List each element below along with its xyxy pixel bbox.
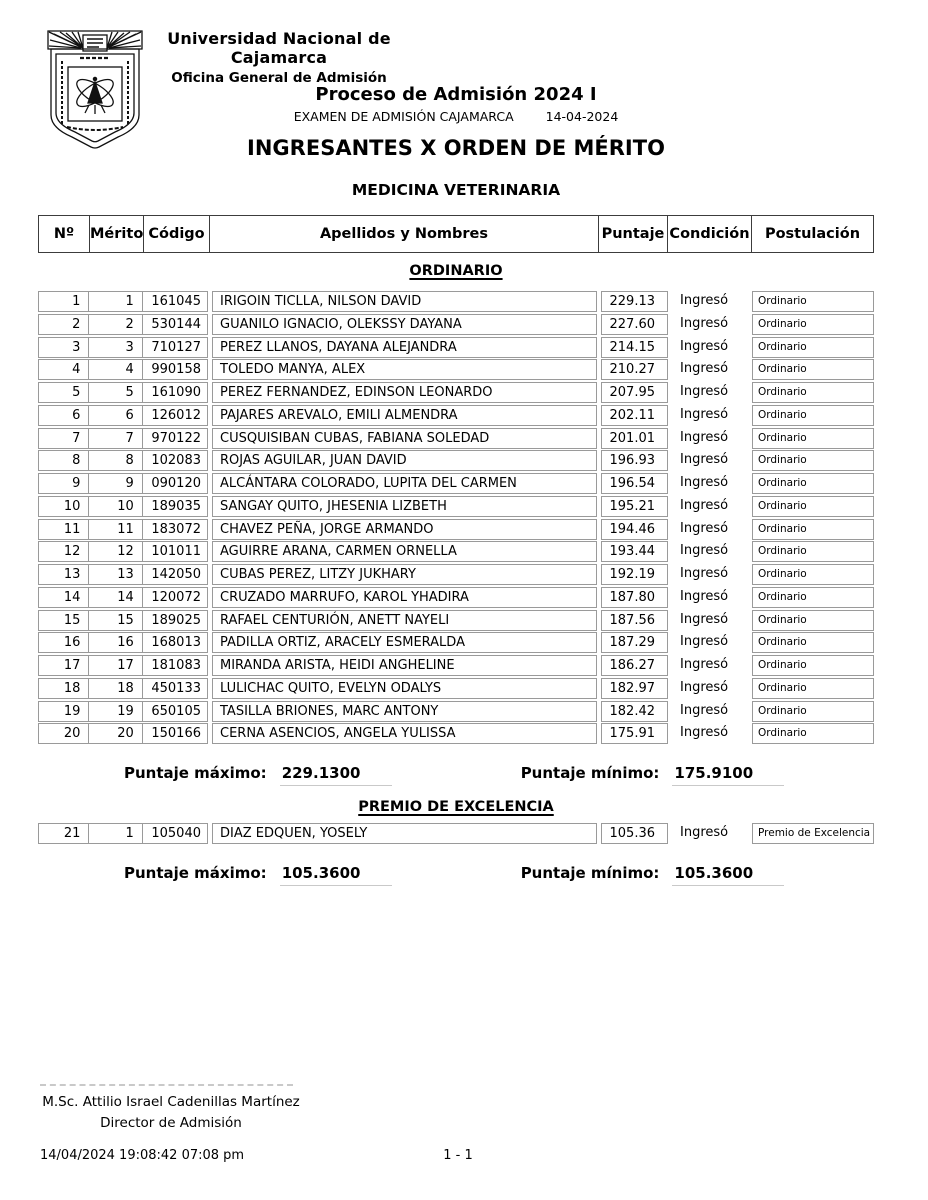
col-header-merito: Mérito [89, 216, 143, 252]
cell-merit: 1 [88, 292, 141, 311]
cell-merit: 20 [88, 724, 141, 743]
office-name: Oficina General de Admisión [171, 70, 387, 86]
cell-score: 210.27 [601, 359, 668, 380]
cell-postulation: Ordinario [752, 382, 874, 403]
cell-merit: 15 [88, 611, 141, 630]
cell-condition: Ingresó [680, 611, 729, 627]
cell-merit: 18 [88, 679, 141, 698]
table-row [38, 541, 874, 562]
cell-code: 102083 [142, 451, 207, 470]
row-number-group [38, 519, 208, 540]
cell-merit: 11 [88, 520, 141, 539]
row-number-group [38, 337, 208, 358]
row-number-group [38, 610, 208, 631]
cell-number: 19 [63, 703, 81, 719]
max-score-label: Puntaje máximo: [124, 764, 267, 782]
cell-postulation: Ordinario [752, 564, 874, 585]
cell-score: 187.29 [601, 632, 668, 653]
cell-code: 150166 [142, 724, 207, 743]
cell-code: 161045 [142, 292, 207, 311]
cell-score: 194.46 [601, 519, 668, 540]
cell-number: 3 [72, 339, 81, 355]
cell-merit: 16 [88, 633, 141, 652]
table-row [38, 678, 874, 699]
row-number-group [38, 496, 208, 517]
cell-number: 16 [63, 635, 81, 651]
cell-number: 13 [63, 567, 81, 582]
ordinario-rows-container [38, 291, 874, 746]
process-header [0, 84, 912, 124]
director-title: Director de Admisión [100, 1115, 242, 1131]
cell-name: CRUZADO MARRUFO, KAROL YHADIRA [212, 587, 597, 608]
cell-merit: 17 [88, 656, 141, 675]
table-row [38, 405, 874, 426]
cell-merit: 10 [88, 497, 141, 516]
cell-number: 20 [63, 726, 81, 742]
row-number-group [38, 564, 208, 585]
table-header-row [38, 215, 874, 253]
cell-condition: Ingresó [680, 293, 729, 308]
cell-code: 970122 [142, 429, 207, 448]
cell-name: PEREZ FERNANDEZ, EDINSON LEONARDO [212, 382, 597, 403]
cell-code: 181083 [142, 656, 207, 675]
cell-score: 187.56 [601, 610, 668, 631]
cell-number: 9 [72, 476, 81, 491]
exam-date: 14-04-2024 [545, 109, 619, 124]
cell-name: TASILLA BRIONES, MARC ANTONY [212, 701, 597, 722]
cell-postulation: Ordinario [752, 701, 874, 722]
cell-code: 126012 [142, 406, 207, 425]
table-row [38, 632, 874, 653]
cell-postulation: Premio de Excelencia [752, 823, 874, 844]
signature-line [40, 1084, 293, 1086]
col-header-codigo: Código [143, 216, 209, 252]
col-header-n: Nº [53, 226, 75, 242]
cell-score: 192.19 [601, 564, 668, 585]
cell-name: PADILLA ORTIZ, ARACELY ESMERALDA [212, 632, 597, 653]
row-number-group [38, 701, 208, 722]
min-score-label: Puntaje mínimo: [520, 764, 660, 782]
cell-merit: 2 [88, 315, 141, 334]
table-row [38, 519, 874, 540]
cell-score: 182.42 [601, 701, 668, 722]
row-number-group [38, 450, 208, 471]
footer-page-number: 1 - 1 [443, 1148, 473, 1163]
cell-score: 186.27 [601, 655, 668, 676]
row-number-group [38, 291, 208, 312]
cell-score: 187.80 [601, 587, 668, 608]
cell-score: 214.15 [601, 337, 668, 358]
section-title-ordinario: ORDINARIO [409, 263, 503, 279]
cell-name: CERNA ASENCIOS, ANGELA YULISSA [212, 723, 597, 744]
table-row [38, 564, 874, 585]
row-number-group [38, 678, 208, 699]
cell-condition: Ingresó [680, 497, 729, 513]
table-row [38, 610, 874, 631]
cell-name: CUSQUISIBAN CUBAS, FABIANA SOLEDAD [212, 428, 597, 449]
cell-postulation: Ordinario [752, 314, 874, 335]
cell-code: 120072 [142, 588, 207, 607]
cell-merit: 7 [88, 429, 141, 448]
cell-name: PEREZ LLANOS, DAYANA ALEJANDRA [212, 337, 597, 358]
cell-code: 530144 [142, 315, 207, 334]
table-row [38, 337, 874, 358]
table-row [38, 473, 874, 494]
cell-number: 10 [63, 498, 81, 514]
cell-name: DIAZ EDQUEN, YOSELY [212, 823, 597, 844]
exam-subtitle [0, 109, 912, 124]
cell-name: MIRANDA ARISTA, HEIDI ANGHELINE [212, 655, 597, 676]
table-row [38, 382, 874, 403]
col-header-nombres: Apellidos y Nombres [209, 216, 598, 252]
cell-condition: Ingresó [680, 338, 729, 354]
cell-number: 1 [72, 294, 81, 309]
cell-merit: 5 [88, 383, 141, 402]
row-number-group [38, 587, 208, 608]
cell-score: 175.91 [601, 723, 668, 744]
cell-merit: 6 [88, 406, 141, 425]
cell-name: CUBAS PEREZ, LITZY JUKHARY [212, 564, 597, 585]
cell-condition: Ingresó [680, 679, 729, 695]
excelencia-summary [38, 864, 874, 886]
cell-score: 227.60 [601, 314, 668, 335]
cell-score: 229.13 [601, 291, 668, 312]
cell-name: SANGAY QUITO, JHESENIA LIZBETH [212, 496, 597, 517]
cell-score: 105.36 [601, 823, 668, 844]
cell-number: 4 [72, 362, 81, 378]
cell-name: AGUIRRE ARANA, CARMEN ORNELLA [212, 541, 597, 562]
program-name: MEDICINA VETERINARIA [351, 181, 561, 199]
table-row [38, 428, 874, 449]
cell-score: 196.93 [601, 450, 668, 471]
excelencia-rows-container [38, 823, 874, 846]
row-number-group [38, 632, 208, 653]
process-title: Proceso de Admisión 2024 I [315, 84, 597, 105]
cell-number: 11 [63, 521, 81, 537]
row-number-group [38, 314, 208, 335]
cell-number: 18 [63, 680, 81, 696]
row-number-group [38, 428, 208, 449]
cell-condition: Ingresó [680, 361, 729, 377]
cell-name: TOLEDO MANYA, ALEX [212, 359, 597, 380]
max-score-label: Puntaje máximo: [124, 864, 267, 882]
cell-name: LULICHAC QUITO, EVELYN ODALYS [212, 678, 597, 699]
cell-score: 193.44 [601, 541, 668, 562]
cell-code: 105040 [142, 824, 207, 843]
row-number-group [38, 359, 208, 380]
cell-name: PAJARES AREVALO, EMILI ALMENDRA [212, 405, 597, 426]
cell-merit: 4 [88, 360, 141, 379]
cell-condition: Ingresó [680, 315, 729, 331]
cell-name: CHAVEZ PEÑA, JORGE ARMANDO [212, 519, 597, 540]
min-score-label: Puntaje mínimo: [520, 864, 660, 882]
cell-condition: Ingresó [680, 725, 729, 741]
cell-postulation: Ordinario [752, 473, 874, 494]
cell-postulation: Ordinario [752, 632, 874, 653]
cell-postulation: Ordinario [752, 428, 874, 449]
cell-number: 12 [63, 544, 81, 560]
cell-number: 21 [63, 826, 81, 841]
table-row [38, 587, 874, 608]
row-number-group [38, 382, 208, 403]
col-header-postulacion: Postulación [751, 216, 873, 252]
max-score-value: 229.1300 [280, 764, 392, 786]
cell-code: 990158 [142, 360, 207, 379]
cell-name: ALCÁNTARA COLORADO, LUPITA DEL CARMEN [212, 473, 597, 494]
cell-postulation: Ordinario [752, 655, 874, 676]
cell-code: 189035 [142, 497, 207, 516]
cell-condition: Ingresó [680, 825, 729, 840]
cell-postulation: Ordinario [752, 450, 874, 471]
cell-merit: 19 [88, 702, 141, 721]
row-number-group [38, 541, 208, 562]
cell-merit: 13 [88, 565, 141, 584]
cell-postulation: Ordinario [752, 359, 874, 380]
cell-merit: 3 [88, 338, 141, 357]
cell-score: 195.21 [601, 496, 668, 517]
cell-condition: Ingresó [680, 588, 729, 604]
cell-name: IRIGOIN TICLLA, NILSON DAVID [212, 291, 597, 312]
cell-score: 207.95 [601, 382, 668, 403]
cell-name: ROJAS AGUILAR, JUAN DAVID [212, 450, 597, 471]
cell-code: 142050 [142, 565, 207, 584]
ordinario-summary [38, 764, 874, 786]
cell-code: 101011 [142, 542, 207, 561]
min-score-value: 175.9100 [672, 764, 784, 786]
cell-condition: Ingresó [680, 657, 729, 672]
col-header-condicion: Condición [667, 216, 751, 252]
cell-condition: Ingresó [680, 452, 729, 468]
table-row [38, 823, 874, 844]
row-number-group [38, 723, 208, 744]
table-row [38, 359, 874, 380]
cell-score: 201.01 [601, 428, 668, 449]
cell-postulation: Ordinario [752, 541, 874, 562]
min-score-value: 105.3600 [672, 864, 784, 886]
cell-condition: Ingresó [680, 520, 729, 536]
row-number-group [38, 655, 208, 676]
cell-condition: Ingresó [680, 429, 729, 445]
cell-condition: Ingresó [680, 406, 729, 422]
cell-postulation: Ordinario [752, 587, 874, 608]
cell-postulation: Ordinario [752, 496, 874, 517]
letterhead [136, 29, 422, 86]
cell-condition: Ingresó [680, 566, 729, 581]
table-row [38, 496, 874, 517]
cell-postulation: Ordinario [752, 519, 874, 540]
cell-merit: 1 [88, 824, 141, 843]
table-row [38, 450, 874, 471]
cell-condition: Ingresó [680, 475, 729, 490]
cell-code: 168013 [142, 633, 207, 652]
director-name: M.Sc. Attilio Israel Cadenillas Martínez [42, 1094, 300, 1110]
row-number-group [38, 405, 208, 426]
row-number-group [38, 823, 208, 844]
exam-label: EXAMEN DE ADMISIÓN CAJAMARCA [293, 109, 514, 124]
signature-block [11, 1094, 331, 1131]
cell-postulation: Ordinario [752, 678, 874, 699]
cell-number: 5 [72, 385, 81, 400]
cell-postulation: Ordinario [752, 337, 874, 358]
section-title-excelencia: PREMIO DE EXCELENCIA [358, 799, 554, 815]
university-name: Universidad Nacional de Cajamarca [167, 29, 391, 67]
cell-condition: Ingresó [680, 543, 729, 559]
table-row [38, 314, 874, 335]
cell-merit: 8 [88, 451, 141, 470]
cell-merit: 9 [88, 474, 141, 493]
cell-code: 183072 [142, 520, 207, 539]
page-title: INGRESANTES X ORDEN DE MÉRITO [247, 136, 665, 160]
cell-number: 7 [72, 430, 81, 446]
cell-postulation: Ordinario [752, 291, 874, 312]
cell-code: 189025 [142, 611, 207, 630]
cell-number: 14 [63, 589, 81, 605]
cell-condition: Ingresó [680, 634, 729, 650]
row-number-group [38, 473, 208, 494]
cell-code: 090120 [142, 474, 207, 493]
cell-postulation: Ordinario [752, 723, 874, 744]
col-header-puntaje: Puntaje [598, 216, 667, 252]
cell-merit: 12 [88, 542, 141, 561]
footer-timestamp: 14/04/2024 19:08:42 07:08 pm [40, 1148, 245, 1163]
cell-number: 17 [63, 658, 81, 673]
max-score-value: 105.3600 [280, 864, 392, 886]
cell-condition: Ingresó [680, 702, 729, 718]
cell-score: 182.97 [601, 678, 668, 699]
cell-postulation: Ordinario [752, 610, 874, 631]
table-row [38, 291, 874, 312]
cell-code: 650105 [142, 702, 207, 721]
cell-number: 8 [72, 453, 81, 469]
cell-number: 6 [72, 407, 81, 423]
cell-merit: 14 [88, 588, 141, 607]
table-row [38, 723, 874, 744]
cell-name: GUANILO IGNACIO, OLEKSSY DAYANA [212, 314, 597, 335]
table-row [38, 701, 874, 722]
cell-code: 450133 [142, 679, 207, 698]
cell-score: 202.11 [601, 405, 668, 426]
cell-number: 15 [63, 612, 81, 628]
cell-name: RAFAEL CENTURIÓN, ANETT NAYELI [212, 610, 597, 631]
cell-code: 710127 [142, 338, 207, 357]
cell-postulation: Ordinario [752, 405, 874, 426]
table-row [38, 655, 874, 676]
cell-code: 161090 [142, 383, 207, 402]
cell-condition: Ingresó [680, 384, 729, 399]
cell-score: 196.54 [601, 473, 668, 494]
cell-number: 2 [72, 316, 81, 332]
